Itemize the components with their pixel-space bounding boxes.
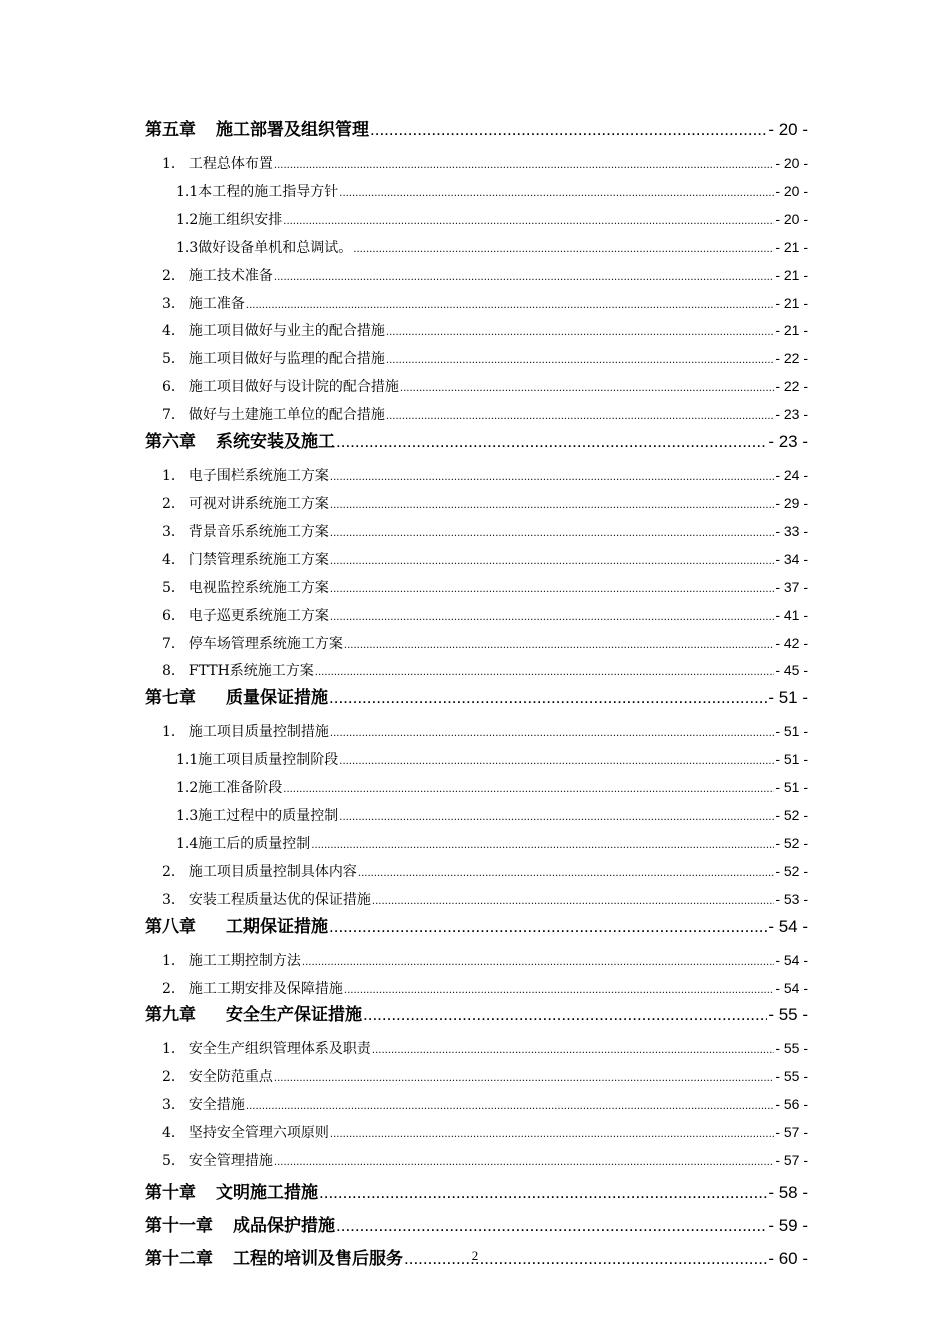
toc-entry-label: 工期保证措施 bbox=[226, 916, 328, 936]
toc-entry-number: 第九章 bbox=[145, 1005, 196, 1025]
toc-page-number: - 51 - bbox=[768, 688, 808, 708]
toc-entry-title bbox=[162, 403, 385, 428]
toc-entry-number: 第十二章 bbox=[145, 1249, 213, 1268]
toc-entry-title bbox=[145, 430, 335, 454]
toc-page-number: - 59 - bbox=[768, 1216, 808, 1235]
toc-section-entry[interactable] bbox=[145, 1064, 808, 1092]
toc-entry-title bbox=[162, 1065, 273, 1090]
toc-leader-dots bbox=[311, 834, 774, 859]
toc-entry-number: 1． bbox=[162, 468, 185, 485]
toc-leader-dots bbox=[330, 606, 774, 631]
toc-page-number: - 20 - bbox=[768, 120, 808, 139]
toc-entry-number: 第十一章 bbox=[145, 1216, 213, 1235]
toc-entry-number: 3． bbox=[162, 295, 185, 312]
toc-section-entry[interactable] bbox=[145, 1120, 808, 1148]
toc-chapter-entry[interactable] bbox=[145, 915, 808, 939]
toc-entry-label: 施工工期安排及保障措施 bbox=[188, 980, 343, 997]
toc-entry-title bbox=[162, 292, 245, 317]
toc-page-number: - 57 - bbox=[775, 1124, 808, 1141]
toc-entry-number: 1.1 bbox=[176, 183, 199, 200]
toc-entry-label: 文明施工措施 bbox=[216, 1183, 318, 1202]
toc-entry-label: 成品保护措施 bbox=[233, 1216, 335, 1235]
toc-page-number: - 51 - bbox=[775, 723, 808, 740]
toc-section-entry[interactable] bbox=[145, 747, 808, 775]
toc-entry-label: 施工过程中的质量控制 bbox=[198, 808, 339, 825]
toc-chapter-entry[interactable] bbox=[145, 1181, 808, 1205]
toc-entry-label: 背景音乐系统施工方案 bbox=[188, 523, 329, 540]
toc-leader-dots bbox=[330, 550, 774, 575]
toc-entry-title bbox=[162, 604, 329, 629]
toc-leader-dots bbox=[339, 182, 774, 207]
toc-chapter-entry[interactable] bbox=[145, 1003, 808, 1027]
toc-leader-dots bbox=[386, 321, 774, 346]
toc-entry-label: 做好与土建施工单位的配合措施 bbox=[188, 407, 385, 424]
toc-page-number: - 55 - bbox=[775, 1068, 808, 1085]
toc-entry-title bbox=[176, 804, 338, 829]
toc-entry-title bbox=[162, 949, 301, 974]
toc-entry-number: 3． bbox=[162, 891, 185, 908]
toc-page-number: - 21 - bbox=[775, 266, 808, 283]
toc-page-number: - 60 - bbox=[768, 1249, 808, 1268]
toc-page-number: - 23 - bbox=[768, 432, 808, 452]
toc-leader-dots bbox=[330, 494, 774, 519]
toc-entry-label: 施工项目做好与业主的配合措施 bbox=[188, 323, 385, 340]
toc-entry-label: 门禁管理系统施工方案 bbox=[188, 551, 329, 568]
toc-chapter-entry[interactable] bbox=[145, 118, 808, 142]
toc-entry-number: 6． bbox=[162, 379, 185, 396]
toc-leader-dots bbox=[274, 154, 774, 179]
page-number: 2 bbox=[471, 1248, 479, 1263]
toc-entry-number: 2． bbox=[162, 863, 185, 880]
toc-leader-dots bbox=[330, 578, 774, 603]
toc-entry-title bbox=[176, 236, 352, 261]
toc-entry-number: 3． bbox=[162, 1097, 185, 1114]
toc-entry-title bbox=[162, 860, 357, 885]
toc-entry-label: 质量保证措施 bbox=[226, 688, 328, 708]
toc-entry-label: 施工准备 bbox=[188, 295, 245, 312]
toc-section-entry[interactable] bbox=[145, 346, 808, 374]
toc-page-number: - 24 - bbox=[775, 467, 808, 484]
toc-entry-title bbox=[162, 152, 273, 177]
toc-entry-number: 2． bbox=[162, 267, 185, 284]
toc-entry-number: 1.2 bbox=[176, 211, 199, 228]
toc-page-number: - 55 - bbox=[768, 1005, 808, 1025]
toc-entry-title bbox=[162, 888, 371, 913]
toc-entry-number: 1． bbox=[162, 724, 185, 741]
toc-section-entry[interactable] bbox=[145, 547, 808, 575]
toc-entry-number: 4． bbox=[162, 551, 185, 568]
toc-leader-dots bbox=[353, 238, 774, 263]
toc-page-number: - 52 - bbox=[775, 807, 808, 824]
toc-entry-number: 7． bbox=[162, 407, 185, 424]
toc-page-number: - 51 - bbox=[775, 779, 808, 796]
toc-entry-label: 施工项目质量控制阶段 bbox=[198, 752, 339, 769]
toc-page-number: - 23 - bbox=[775, 406, 808, 423]
toc-page-number: - 41 - bbox=[775, 606, 808, 623]
toc-section-entry[interactable] bbox=[145, 402, 808, 430]
toc-entry-number: 第七章 bbox=[145, 688, 196, 708]
toc-entry-label: 施工后的质量控制 bbox=[198, 835, 311, 852]
toc-entry-label: 施工项目做好与监理的配合措施 bbox=[188, 351, 385, 368]
toc-page-number: - 21 - bbox=[775, 238, 808, 255]
toc-section-entry[interactable] bbox=[145, 374, 808, 402]
toc-entry-title bbox=[162, 464, 329, 489]
toc-section-entry[interactable] bbox=[145, 775, 808, 803]
toc-leader-dots bbox=[329, 915, 767, 939]
toc-leader-dots bbox=[339, 806, 774, 831]
toc-entry-title bbox=[162, 720, 329, 745]
toc-leader-dots bbox=[302, 951, 774, 976]
toc-entry-number: 7． bbox=[162, 635, 185, 652]
toc-entry-title bbox=[162, 632, 343, 657]
toc-page-number: - 56 - bbox=[775, 1096, 808, 1113]
toc-leader-dots bbox=[246, 294, 774, 319]
toc-chapter-entry[interactable] bbox=[145, 430, 808, 454]
toc-section-entry[interactable] bbox=[145, 575, 808, 603]
toc-entry-label: 做好设备单机和总调试。 bbox=[198, 239, 353, 256]
toc-entry-number: 第五章 bbox=[145, 120, 196, 139]
toc-entry-label: 安全生产保证措施 bbox=[226, 1005, 362, 1025]
toc-section-entry[interactable] bbox=[145, 1148, 808, 1176]
toc-page-number: - 54 - bbox=[775, 979, 808, 996]
toc-section-entry[interactable] bbox=[145, 491, 808, 519]
toc-leader-dots bbox=[330, 1123, 774, 1148]
toc-entry-number: 第十章 bbox=[145, 1183, 196, 1202]
toc-entry-number: 1.3 bbox=[176, 808, 199, 825]
toc-section-entry[interactable] bbox=[145, 1036, 808, 1064]
toc-page-number: - 55 - bbox=[775, 1040, 808, 1057]
toc-entry-number: 4． bbox=[162, 323, 185, 340]
toc-section-entry[interactable] bbox=[145, 803, 808, 831]
toc-leader-dots bbox=[363, 1003, 767, 1027]
toc-section-entry[interactable] bbox=[145, 519, 808, 547]
toc-page-number: - 33 - bbox=[775, 522, 808, 539]
toc-entry-label: 安装工程质量达优的保证措施 bbox=[188, 891, 371, 908]
toc-entry-number: 1.4 bbox=[176, 835, 199, 852]
toc-page-number: - 20 - bbox=[775, 155, 808, 171]
toc-section-entry[interactable] bbox=[145, 151, 808, 179]
toc-entry-title bbox=[176, 832, 310, 857]
toc-page-number: - 22 - bbox=[775, 378, 808, 395]
toc-entry-label: 安全防范重点 bbox=[188, 1069, 273, 1086]
toc-leader-dots bbox=[330, 466, 774, 491]
toc-entry-number: 第六章 bbox=[145, 432, 196, 452]
toc-entry-number: 1． bbox=[162, 156, 185, 172]
toc-leader-dots bbox=[283, 778, 774, 803]
toc-entry-number: 5． bbox=[162, 579, 185, 596]
toc-page-number: - 52 - bbox=[775, 834, 808, 851]
toc-entry-label: 安全生产组织管理体系及职责 bbox=[188, 1041, 371, 1058]
toc-entry-title bbox=[162, 1149, 273, 1174]
toc-section-entry[interactable] bbox=[145, 235, 808, 263]
table-of-contents bbox=[145, 118, 808, 1280]
toc-page-number: - 37 - bbox=[775, 578, 808, 595]
toc-leader-dots bbox=[283, 210, 774, 235]
toc-leader-dots bbox=[339, 750, 774, 775]
toc-section-entry[interactable] bbox=[145, 831, 808, 859]
toc-page-number: - 29 - bbox=[775, 494, 808, 511]
toc-page-number: - 20 - bbox=[775, 210, 808, 227]
toc-entry-title bbox=[176, 776, 282, 801]
toc-leader-dots bbox=[329, 686, 767, 710]
toc-entry-title bbox=[162, 319, 385, 344]
toc-section-entry[interactable] bbox=[145, 948, 808, 976]
toc-leader-dots bbox=[274, 266, 774, 291]
toc-entry-title bbox=[162, 576, 329, 601]
toc-chapter-entry[interactable] bbox=[145, 686, 808, 710]
toc-entry-number: 1． bbox=[162, 1041, 185, 1058]
toc-entry-title bbox=[162, 548, 329, 573]
toc-section-entry[interactable] bbox=[145, 179, 808, 207]
toc-entry-label: 安全措施 bbox=[188, 1097, 245, 1114]
toc-entry-title bbox=[145, 1214, 335, 1238]
toc-section-entry[interactable] bbox=[145, 631, 808, 659]
toc-entry-label: 施工项目做好与设计院的配合措施 bbox=[188, 379, 399, 396]
toc-entry-label: 施工项目质量控制措施 bbox=[188, 724, 329, 741]
toc-entry-label: 坚持安全管理六项原则 bbox=[188, 1125, 329, 1142]
toc-entry-label: 工程总体布置 bbox=[188, 156, 273, 172]
toc-leader-dots bbox=[319, 1181, 767, 1205]
toc-entry-label: 安全管理措施 bbox=[188, 1153, 273, 1170]
toc-entry-label: 施工工期控制方法 bbox=[188, 952, 301, 969]
toc-entry-title bbox=[145, 1003, 362, 1027]
toc-entry-title bbox=[162, 375, 399, 400]
toc-entry-label: 施工部署及组织管理 bbox=[216, 120, 369, 139]
toc-entry-label: 工程的培训及售后服务 bbox=[233, 1249, 403, 1268]
toc-page-number: - 21 - bbox=[775, 294, 808, 311]
toc-page-number: - 20 - bbox=[775, 182, 808, 199]
toc-entry-number: 2． bbox=[162, 495, 185, 512]
toc-section-entry[interactable] bbox=[145, 976, 808, 1004]
toc-section-entry[interactable] bbox=[145, 291, 808, 319]
toc-leader-dots bbox=[400, 377, 774, 402]
toc-page-number: - 52 - bbox=[775, 862, 808, 879]
toc-leader-dots bbox=[344, 979, 774, 1004]
toc-entry-title bbox=[162, 1037, 371, 1062]
toc-page-number: - 42 - bbox=[775, 634, 808, 651]
toc-entry-label: 系统安装及施工 bbox=[216, 432, 335, 452]
toc-section-entry[interactable] bbox=[145, 603, 808, 631]
toc-leader-dots bbox=[330, 522, 774, 547]
toc-entry-label: 可视对讲系统施工方案 bbox=[188, 495, 329, 512]
toc-entry-title bbox=[162, 492, 329, 517]
toc-section-entry[interactable] bbox=[145, 1092, 808, 1120]
toc-entry-number: 6． bbox=[162, 607, 185, 624]
toc-entry-title bbox=[162, 347, 385, 372]
toc-entry-label: 停车场管理系统施工方案 bbox=[188, 635, 343, 652]
toc-entry-title bbox=[162, 1093, 245, 1118]
toc-entry-title bbox=[162, 520, 329, 545]
toc-entry-label: 施工准备阶段 bbox=[198, 780, 283, 797]
toc-entry-number: 第八章 bbox=[145, 916, 196, 936]
toc-entry-title bbox=[145, 1181, 318, 1205]
toc-entry-title bbox=[145, 118, 369, 142]
toc-leader-dots bbox=[336, 430, 767, 454]
toc-chapter-entry[interactable] bbox=[145, 1214, 808, 1238]
toc-leader-dots bbox=[358, 862, 774, 887]
toc-page-number: - 45 - bbox=[775, 662, 808, 679]
toc-section-entry[interactable] bbox=[145, 207, 808, 235]
toc-entry-title bbox=[162, 1121, 329, 1146]
toc-entry-number: 2． bbox=[162, 980, 185, 997]
toc-leader-dots bbox=[274, 1067, 774, 1092]
toc-leader-dots bbox=[372, 890, 774, 915]
toc-entry-number: 5． bbox=[162, 351, 185, 368]
toc-entry-title bbox=[162, 659, 314, 684]
toc-entry-title bbox=[145, 686, 328, 710]
toc-entry-label: 施工组织安排 bbox=[198, 211, 283, 228]
toc-entry-title bbox=[145, 915, 328, 939]
toc-page-number: - 53 - bbox=[775, 890, 808, 907]
toc-entry-label: 施工项目质量控制具体内容 bbox=[188, 863, 357, 880]
toc-leader-dots bbox=[336, 1214, 767, 1238]
toc-section-entry[interactable] bbox=[145, 658, 808, 686]
toc-entry-label: 电视监控系统施工方案 bbox=[188, 579, 329, 596]
toc-entry-number: 3． bbox=[162, 523, 185, 540]
toc-entry-title bbox=[162, 264, 273, 289]
toc-leader-dots bbox=[330, 722, 774, 747]
toc-section-entry[interactable] bbox=[145, 263, 808, 291]
toc-page-number: - 54 - bbox=[768, 916, 808, 936]
toc-entry-number: 1.2 bbox=[176, 780, 199, 797]
toc-section-entry[interactable] bbox=[145, 318, 808, 346]
toc-entry-number: 2． bbox=[162, 1069, 185, 1086]
toc-entry-number: 1． bbox=[162, 952, 185, 969]
toc-leader-dots bbox=[246, 1095, 774, 1120]
toc-section-entry[interactable] bbox=[145, 887, 808, 915]
toc-page-number: - 22 - bbox=[775, 350, 808, 367]
toc-entry-label: 电子巡更系统施工方案 bbox=[188, 607, 329, 624]
toc-entry-title bbox=[176, 208, 282, 233]
toc-entry-label: 电子围栏系统施工方案 bbox=[188, 468, 329, 485]
toc-entry-number: 5． bbox=[162, 1153, 185, 1170]
toc-leader-dots bbox=[372, 1039, 774, 1064]
toc-leader-dots bbox=[274, 1151, 774, 1176]
toc-page-number: - 51 - bbox=[775, 751, 808, 768]
toc-leader-dots bbox=[370, 118, 767, 142]
toc-page-number: - 34 - bbox=[775, 550, 808, 567]
toc-entry-title bbox=[176, 748, 338, 773]
toc-section-entry[interactable] bbox=[145, 719, 808, 747]
toc-leader-dots bbox=[344, 634, 774, 659]
toc-page-number: - 58 - bbox=[768, 1183, 808, 1202]
toc-entry-title bbox=[176, 180, 338, 205]
toc-entry-number: 8． bbox=[162, 663, 185, 680]
toc-entry-number: 1.3 bbox=[176, 239, 199, 256]
toc-entry-number: 4． bbox=[162, 1125, 185, 1142]
toc-entry-title bbox=[162, 977, 343, 1002]
toc-section-entry[interactable] bbox=[145, 859, 808, 887]
toc-leader-dots bbox=[386, 349, 774, 374]
toc-entry-label: FTTH系统施工方案 bbox=[188, 663, 314, 680]
toc-page-number: - 21 - bbox=[775, 322, 808, 339]
toc-section-entry[interactable] bbox=[145, 463, 808, 491]
toc-entry-label: 本工程的施工指导方针 bbox=[198, 183, 339, 200]
toc-page-number: - 57 - bbox=[775, 1152, 808, 1169]
toc-entry-label: 施工技术准备 bbox=[188, 267, 273, 284]
toc-page-number: - 54 - bbox=[775, 951, 808, 968]
toc-leader-dots bbox=[386, 405, 774, 430]
toc-leader-dots bbox=[315, 661, 775, 686]
toc-entry-number: 1.1 bbox=[176, 752, 199, 769]
